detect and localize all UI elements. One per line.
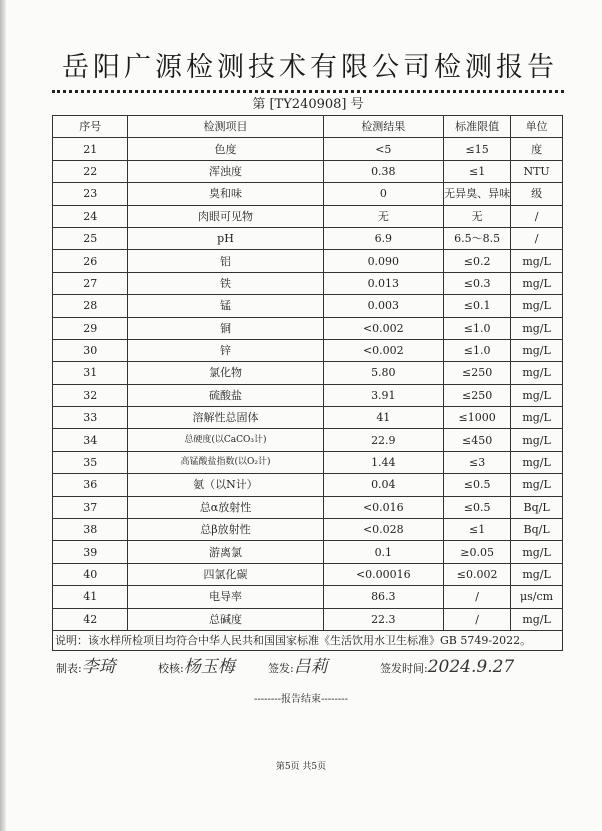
cell-item: 高锰酸盐指数(以O₂计) [128, 451, 323, 473]
cell-no: 31 [53, 362, 128, 384]
report-title: 岳阳广源检测技术有限公司检测报告 [62, 52, 558, 83]
cell-unit: mg/L [511, 250, 563, 272]
cell-limit: ≤0.3 [444, 272, 511, 294]
table-row [53, 227, 563, 249]
cell-item: 色度 [128, 138, 323, 160]
cell-item: 铜 [128, 317, 323, 339]
cell-item: 总碱度 [128, 608, 323, 630]
cell-unit: mg/L [511, 272, 563, 294]
cell-limit: ≤0.1 [444, 295, 511, 317]
cell-no: 34 [53, 429, 128, 451]
cell-item: 检测项目 [128, 116, 323, 138]
maker-name: 李琦 [81, 657, 116, 677]
table-row [53, 429, 563, 451]
cell-item: 总硬度(以CaCO₃计) [128, 429, 323, 451]
cell-item: 总α放射性 [128, 496, 323, 518]
cell-result: 无 [323, 205, 444, 227]
cell-result: <0.016 [323, 496, 444, 518]
cell-unit: Bq/L [511, 519, 563, 541]
table-row [53, 563, 563, 585]
table-row [53, 407, 563, 429]
cell-item: 臭和味 [128, 183, 323, 205]
cell-item: 氨（以N计） [128, 474, 323, 496]
cell-no: 38 [53, 519, 128, 541]
dotted-divider [52, 90, 564, 93]
cell-unit: NTU [511, 160, 563, 182]
cell-unit: / [511, 227, 563, 249]
cell-result: <0.00016 [323, 563, 444, 585]
cell-no: 27 [53, 272, 128, 294]
table-row [53, 541, 563, 563]
table-row [53, 295, 563, 317]
issuer-label: 签发: [268, 662, 294, 675]
cell-unit: 单位 [511, 116, 563, 138]
cell-limit: 无异臭、异味 [444, 183, 511, 205]
cell-limit: 6.5～8.5 [444, 227, 511, 249]
cell-limit: ≤1.0 [444, 317, 511, 339]
cell-result: 0.1 [323, 541, 444, 563]
cell-result: 22.3 [323, 608, 444, 630]
cell-no: 21 [53, 138, 128, 160]
cell-result: 0.04 [323, 474, 444, 496]
cell-no: 41 [53, 586, 128, 608]
cell-item: 硫酸盐 [128, 384, 323, 406]
table-row [53, 451, 563, 473]
table-row [53, 519, 563, 541]
cell-limit: ≤250 [444, 362, 511, 384]
issue-date [380, 656, 514, 680]
cell-unit: 级 [511, 183, 563, 205]
cell-result: 86.3 [323, 586, 444, 608]
cell-result: 1.44 [323, 451, 444, 473]
cell-limit: ≤15 [444, 138, 511, 160]
cell-unit: Bq/L [511, 496, 563, 518]
cell-result: 0.090 [323, 250, 444, 272]
checker-label: 校核: [158, 662, 184, 675]
cell-unit: mg/L [511, 474, 563, 496]
cell-limit: ≤3 [444, 451, 511, 473]
cell-item: 总β放射性 [128, 519, 323, 541]
cell-no: 25 [53, 227, 128, 249]
cell-unit: mg/L [511, 362, 563, 384]
cell-no: 42 [53, 608, 128, 630]
table-row [53, 586, 563, 608]
cell-limit: ≤1000 [444, 407, 511, 429]
table-row [53, 608, 563, 630]
cell-result: 22.9 [323, 429, 444, 451]
cell-unit: / [511, 205, 563, 227]
cell-no: 33 [53, 407, 128, 429]
cell-unit: mg/L [511, 295, 563, 317]
cell-limit: 无 [444, 205, 511, 227]
cell-unit: mg/L [511, 541, 563, 563]
cell-limit: ≤0.5 [444, 474, 511, 496]
checker-name: 杨玉梅 [183, 657, 235, 677]
cell-item: 铁 [128, 272, 323, 294]
compliance-note: 说明：该水样所检项目均符合中华人民共和国国家标准《生活饮用水卫生标准》GB 5749-2022。 [53, 630, 563, 650]
page-number: 第5页 共5页 [275, 762, 327, 772]
cell-limit: / [444, 608, 511, 630]
cell-result: 检测结果 [323, 116, 444, 138]
cell-item: 溶解性总固体 [128, 407, 323, 429]
cell-limit: ≤0.002 [444, 563, 511, 585]
cell-unit: mg/L [511, 429, 563, 451]
cell-no: 40 [53, 563, 128, 585]
cell-unit: mg/L [511, 608, 563, 630]
cell-no: 36 [53, 474, 128, 496]
cell-result: <5 [323, 138, 444, 160]
cell-limit: ≤0.2 [444, 250, 511, 272]
table-row [53, 138, 563, 160]
cell-item: 游离氯 [128, 541, 323, 563]
table-row [53, 272, 563, 294]
cell-item: 铝 [128, 250, 323, 272]
cell-limit: ≤0.5 [444, 496, 511, 518]
date-label: 签发时间: [380, 662, 428, 675]
table-row [53, 362, 563, 384]
cell-limit: ≥0.05 [444, 541, 511, 563]
maker-label: 制表: [56, 662, 82, 675]
table-row [53, 160, 563, 182]
cell-result: 3.91 [323, 384, 444, 406]
cell-item: 锌 [128, 339, 323, 361]
report-end: --------报告结束-------- [253, 694, 349, 705]
cell-unit: mg/L [511, 317, 563, 339]
cell-unit: mg/L [511, 384, 563, 406]
issuer-name: 吕莉 [293, 657, 328, 677]
table-row [53, 474, 563, 496]
cell-no: 37 [53, 496, 128, 518]
table-row [53, 317, 563, 339]
cell-limit: 标准限值 [444, 116, 511, 138]
cell-no: 29 [53, 317, 128, 339]
cell-unit: mg/L [511, 339, 563, 361]
cell-limit: ≤250 [444, 384, 511, 406]
table-row [53, 183, 563, 205]
note-row [53, 630, 563, 650]
cell-result: 0.013 [323, 272, 444, 294]
cell-result: 6.9 [323, 227, 444, 249]
cell-unit: mg/L [511, 407, 563, 429]
table-row [53, 205, 563, 227]
cell-no: 39 [53, 541, 128, 563]
cell-limit: ≤1.0 [444, 339, 511, 361]
cell-result: 0.38 [323, 160, 444, 182]
cell-unit: mg/L [511, 563, 563, 585]
cell-limit: ≤1 [444, 519, 511, 541]
cell-limit: / [444, 586, 511, 608]
cell-limit: ≤1 [444, 160, 511, 182]
date-value: 2024.9.27 [427, 657, 515, 677]
table-row [53, 496, 563, 518]
cell-no: 26 [53, 250, 128, 272]
cell-unit: μs/cm [511, 586, 563, 608]
cell-result: 41 [323, 407, 444, 429]
cell-no: 30 [53, 339, 128, 361]
checker-signature [158, 656, 235, 680]
cell-result: <0.002 [323, 317, 444, 339]
cell-item: 四氯化碳 [128, 563, 323, 585]
cell-item: 浑浊度 [128, 160, 323, 182]
results-table [52, 115, 563, 651]
cell-unit: 度 [511, 138, 563, 160]
cell-item: pH [128, 227, 323, 249]
cell-no: 35 [53, 451, 128, 473]
issuer-signature [268, 656, 328, 680]
table-header [53, 116, 563, 138]
cell-no: 序号 [53, 116, 128, 138]
table-row [53, 250, 563, 272]
cell-unit: mg/L [511, 451, 563, 473]
cell-item: 氯化物 [128, 362, 323, 384]
report-number: 第 [TY240908] 号 [252, 97, 364, 112]
cell-result: <0.028 [323, 519, 444, 541]
cell-result: <0.002 [323, 339, 444, 361]
cell-result: 0 [323, 183, 444, 205]
table-row [53, 339, 563, 361]
cell-no: 28 [53, 295, 128, 317]
cell-no: 24 [53, 205, 128, 227]
cell-result: 5.80 [323, 362, 444, 384]
cell-item: 电导率 [128, 586, 323, 608]
maker-signature [56, 656, 116, 680]
cell-result: 0.003 [323, 295, 444, 317]
table-row [53, 384, 563, 406]
cell-item: 肉眼可见物 [128, 205, 323, 227]
cell-limit: ≤450 [444, 429, 511, 451]
cell-no: 32 [53, 384, 128, 406]
cell-item: 锰 [128, 295, 323, 317]
cell-no: 23 [53, 183, 128, 205]
cell-no: 22 [53, 160, 128, 182]
